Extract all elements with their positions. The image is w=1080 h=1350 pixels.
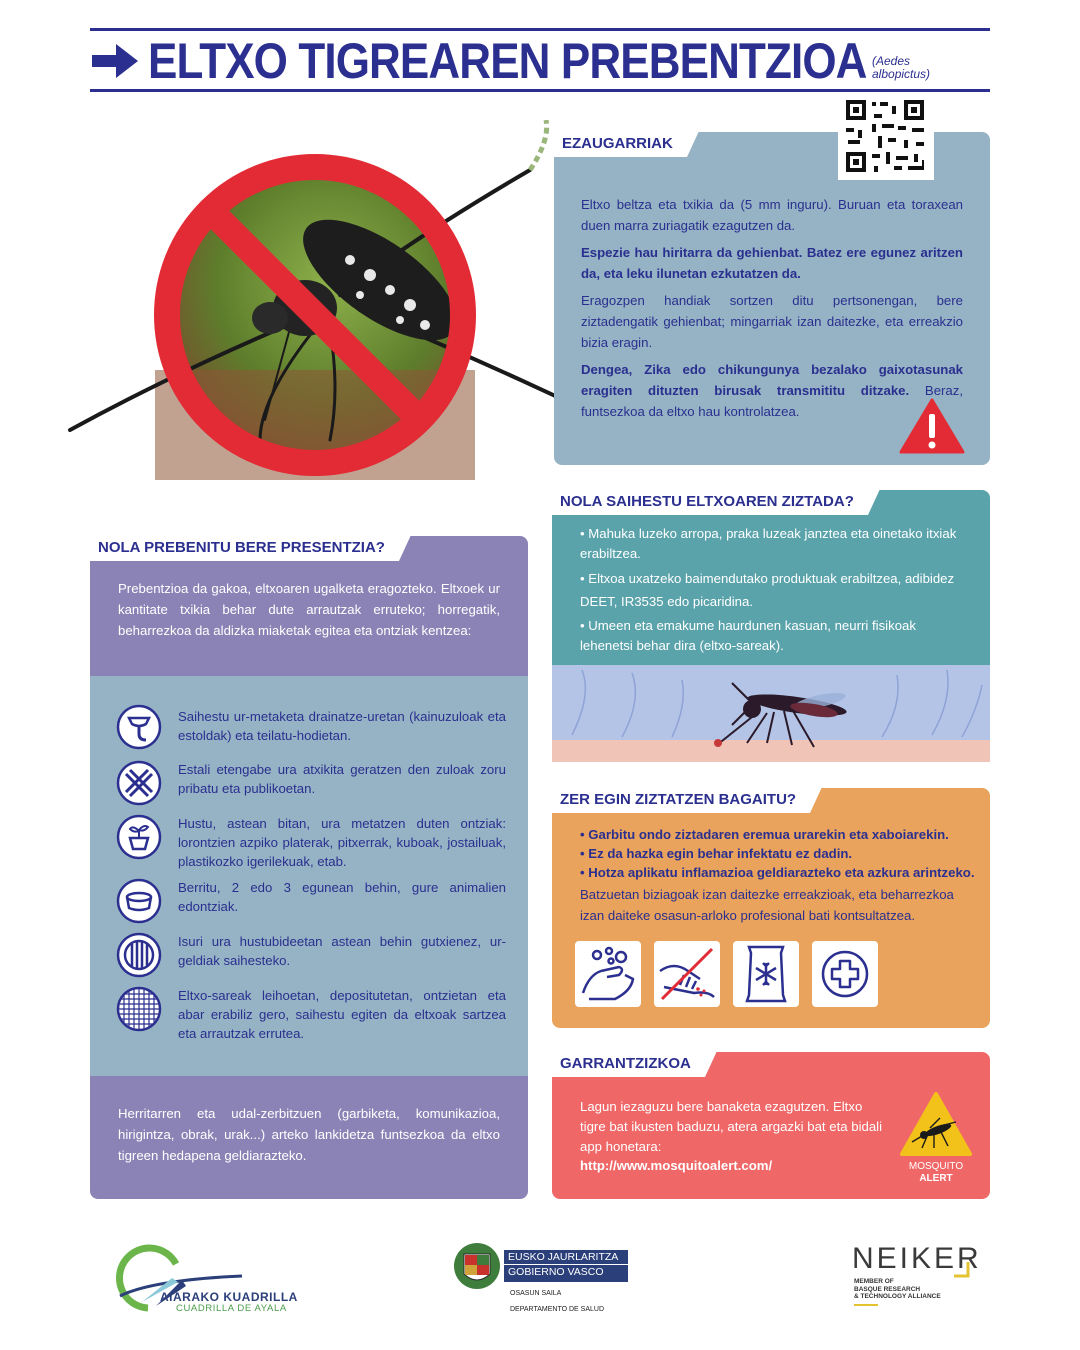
arrow-right-icon <box>92 44 138 78</box>
prevent-step <box>116 878 506 924</box>
mosquito-alert-logo[interactable] <box>900 1092 972 1160</box>
avoid-item: • Mahuka luzeko arropa, praka luzeak janztea eta oinetako itxiak erabiltzea. <box>580 526 957 561</box>
prevent-step-text: Hustu, astean bitan, ura metatzen duten ontziak: lorontzien azpiko platerak, pitxerrak, kuboak, jostailuak, plastikozko igerilekuak, etab. <box>178 816 506 869</box>
bitten-heading: ZER EGIN ZIZTATZEN BAGAITU? <box>552 787 810 813</box>
bitten-note: Batzuetan biziagoak izan daitezke erreakzioak, eta beharrezkoa izan daiteke osasun-arloko profesional bati kontsultatzea. <box>580 887 954 923</box>
prevent-step <box>116 986 506 1043</box>
avoid-item: • Eltxoa uxatzeko baimendutako produktuak erabiltzea, adibidez DEET, IR3535 edo picaridina. <box>580 571 955 609</box>
warning-icon <box>899 398 965 454</box>
important-text: Lagun iezaguzu bere banaketa ezagutzen. Eltxo tigre bat ikusten baduzu, atera argazki bat eta bidali app honetara: <box>580 1099 883 1154</box>
cold-pack-icon <box>733 941 799 1007</box>
prevent-step <box>116 814 506 871</box>
prevent-step-text: Isuri ura hustubideetan astean behin gutxienez, ur-geldiak saihesteko. <box>178 934 506 968</box>
aid-icon-wash <box>575 941 641 1007</box>
prevent-step-text: Saihestu ur-metaketa drainatze-uretan (kainuzuloak eta estoldak) eta teilatu-hodietan. <box>178 709 506 743</box>
features-paragraph-3: Eragozpen handiak sortzen ditu pertsonengan, bere ziztadengatik gehienbat; mingarriak izan daitezke, eta erreakzio bizia eragin. <box>581 293 963 350</box>
prevent-step-text: Eltxo-sareak leihoetan, depositutetan, ontzietan eta abar erabiliz gero, saihestu egiten da eltxoak sartzea eta arrautzak errutea. <box>178 988 506 1041</box>
bitten-item: • Garbitu ondo ziztadaren eremua urarekin eta xaboiarekin. <box>580 827 949 842</box>
features-heading: EZAUGARRIAK <box>554 131 687 157</box>
prevent-step <box>116 932 506 978</box>
prevent-intro: Prebentzioa da gakoa, eltxoaren ugalketa eragozteko. Eltxoek ur kantitate txikia behar dute arrautzak erruteko; horregatik, beharrezkoa da aldizka miaketak egitea eta ontziak kentzea: <box>118 581 500 638</box>
aiarako-name-es: CUADRILLA DE AYALA <box>176 1303 287 1314</box>
covered-hole-icon <box>116 760 162 806</box>
drain-icon <box>116 704 162 750</box>
neiker-sub-3: & TECHNOLOGY ALLIANCE <box>854 1293 941 1300</box>
neiker-sub-1: MEMBER OF <box>854 1278 894 1285</box>
medical-cross-icon <box>812 941 878 1007</box>
prevent-step-text: Berritu, 2 edo 3 egunean behin, gure animalien edontziak. <box>178 880 506 914</box>
grate-icon <box>116 932 162 978</box>
important-heading: GARRANTZIZKOA <box>552 1051 705 1077</box>
gv-name-eu: EUSKO JAURLARITZA <box>504 1250 628 1265</box>
neiker-corner-mark <box>954 1262 970 1278</box>
pet-bowl-icon <box>116 878 162 924</box>
aid-icon-medical <box>812 941 878 1007</box>
aid-icon-no-scratch <box>654 941 720 1007</box>
page-title: ELTXO TIGREAREN PREBENTZIOA <box>148 33 867 89</box>
bitten-list <box>580 825 980 926</box>
features-paragraph-1: Eltxo beltza eta txikia da (5 mm inguru). Buruan eta toraxean duen marra zuriagatik ezagutzen da. <box>581 197 963 233</box>
hand-washing-icon <box>575 941 641 1007</box>
mesh-icon <box>116 986 162 1032</box>
gv-dept-eu: OSASUN SAILA <box>510 1290 562 1297</box>
aid-icon-cold-pack <box>733 941 799 1007</box>
neiker-logo: NEIKER <box>852 1242 982 1275</box>
mosquito-alert-label-2: ALERT <box>919 1173 953 1184</box>
mosquito-alert-label-1: MOSQUITO <box>908 1161 964 1172</box>
gv-name-es: GOBIERNO VASCO <box>508 1266 604 1278</box>
prevent-heading: NOLA PREBENITU BERE PRESENTZIA? <box>90 535 399 561</box>
features-paragraph-2: Espezie hau hiritarra da gehienbat. Batez ere egunez aritzen da, eta leku ilunetan ezkutatzen da. <box>581 245 963 281</box>
bitten-item: • Ez da hazka egin behar infektatu ez dadin. <box>580 846 853 861</box>
header-top-rule <box>90 28 990 31</box>
basque-government-shield-icon <box>452 1240 502 1296</box>
gv-name-box <box>504 1250 628 1282</box>
neiker-underline <box>854 1304 878 1306</box>
aiarako-name-eu: AIARAKO KUADRILLA <box>160 1290 298 1304</box>
no-scratch-icon <box>654 941 720 1007</box>
bitten-item: • Hotza aplikatu inflamazioa geldiarazteko eta azkura arintzeko. <box>580 865 975 880</box>
avoid-item: • Umeen eta emakume haurdunen kasuan, neurri fisikoak lehenetsi behar dira (eltxo-sareak). <box>580 618 916 653</box>
page-subtitle: (Aedes albopictus) <box>872 54 931 81</box>
prevent-step <box>116 760 506 806</box>
avoid-heading: NOLA SAIHESTU ELTXOAREN ZIZTADA? <box>552 489 868 515</box>
plant-pot-icon <box>116 814 162 860</box>
no-mosquito-illustration <box>60 120 600 500</box>
prevent-step-text: Estali etengabe ura atxikita geratzen den zuloak zoru pribatu eta publikoetan. <box>178 762 506 796</box>
neiker-sub-2: BASQUE RESEARCH <box>854 1285 921 1293</box>
features-paragraph-4-bold: Dengea, Zika edo chikungunya bezalako gaixotasunak eragiten dituzten birusak transmititu ditzake. <box>581 362 963 398</box>
qr-code-icon[interactable] <box>838 94 934 180</box>
neiker-sub <box>854 1278 941 1301</box>
features-paragraph-4-rest: Beraz, funtsezkoa da eltxo hau kontrolatzea. <box>581 383 964 419</box>
prevent-step <box>116 704 506 750</box>
mosquito-alert-link[interactable]: http://www.mosquitoalert.com/ <box>580 1158 773 1173</box>
features-text <box>581 194 963 428</box>
prevent-footer: Herritarren eta udal-zerbitzuen (garbiketa, komunikazioa, hirigintza, obrak, urak...) arteko lankidetza funtsezkoa da eltxo tigreen hedapena geldiarazteko. <box>118 1106 500 1163</box>
gv-dept-es: DEPARTAMENTO DE SALUD <box>510 1306 605 1313</box>
mosquito-on-skin-illustration <box>552 665 990 762</box>
avoid-list <box>580 524 970 656</box>
